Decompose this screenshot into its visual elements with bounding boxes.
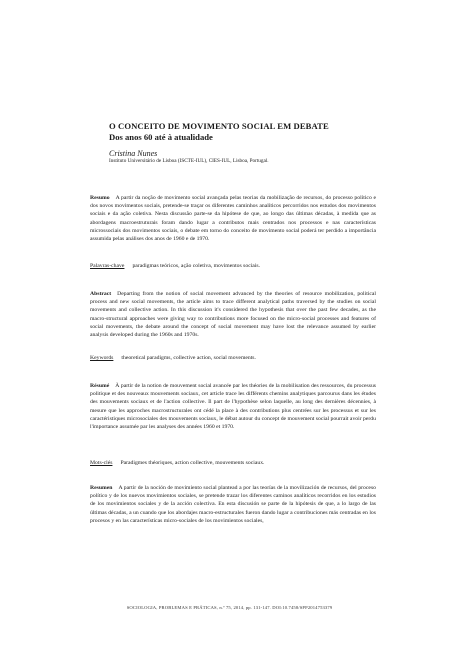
resume-label: Résumé [90,383,110,389]
palavras-chave-text: paradigmas teóricos, ação coletiva, movimentos sociais. [132,263,261,269]
article-subtitle: Dos anos 60 até à atualidade [109,131,213,142]
resumo-section [90,194,376,243]
mots-cles-line [90,459,376,467]
title-block [109,121,409,142]
mots-cles-text: Paradigmes théoriques, action collective, mouvements sociaux. [120,460,265,466]
page-footer: SOCIOLOGIA, PROBLEMAS E PRÁTICAS, n.º 75, 2014, pp. 131-147. DOI:10.7458/SPP2014753379 [126,605,333,610]
resumen-text: A partir de la noción de movimiento social plantead a por las teorías de la movilización de recursos, del proceso político y de los nuevos movimientos sociales, se pretende trazar los diferentes caminos analíticos recorridos en los estudios de los movimientos sociales y de la acción colectiva. En esta discusión se parte de la hipótesis de que, a lo largo de las últimas décadas, a un cuando que los abordajes macro-estructurales fueron dando lugar a contribuciones más centradas en los procesos y en las características micro-sociales de los movimientos sociales, [90,485,376,524]
author-name: Cristina Nunes [109,149,158,158]
resume-text: À partir de la notion de mouvement social avancée par les théories de la mobilisation des ressources, du processus politique et des nouveaux mouvements sociaux, cet article trace les différents chemins analytiques parcourus dans les études des mouvements sociaux et de l'action collective. Il part de l'hypothèse selon laquelle, au long des dernières décennies, à mesure que les approches macrostructurales ont cédé la place à des contributions plus centrées sur les processus et sur les caractéristiques microsociales des mouvements sociaux, le débat autour du concept de mouvement social pourrait avoir perdu l'importance assumée par les analyses des années 1960 et 1970. [90,383,376,431]
author-affiliation: Instituto Universitário de Lisboa (ISCTE-IUL), CIES-IUL, Lisboa, Portugal. [109,158,269,164]
resumen-label: Resumen [90,485,113,491]
palavras-chave-line [90,262,376,270]
article-title: O CONCEITO DE MOVIMENTO SOCIAL EM DEBATE [109,121,329,131]
resume-section [90,382,376,431]
mots-cles-label: Mots-clés [90,460,113,466]
abstract-text: Departing from the notion of social movement advanced by the theories of resource mobilization, political process and new social movements, the article aims to trace different analytical paths traversed by the studies on social movements and collective action. In this discussion it's considered the hypothesis that over the past few decades, as the macro-structural approaches were giving way to contributions more focused on the micro-social processes and features of social movements, the debate around the concept of social movement may have lost the relevance assumed by earlier analysis developed during the 1960s and 1970s. [90,291,376,339]
keywords-line [90,354,376,362]
resumo-label: Resumo [90,195,110,201]
keywords-text: theoretical paradigms, collective action, social movements. [121,355,256,361]
palavras-chave-label: Palavras-chave [90,263,125,269]
resumen-section [90,484,376,525]
keywords-label: Keywords [90,355,114,361]
abstract-label: Abstract [90,291,112,297]
resumo-text: A partir da noção de movimento social avançada pelas teorias da mobilização de recursos, do processo político e dos novos movimentos sociais, pretende-se traçar os diferentes caminhos analíticos percorridos nos estudos dos movimentos sociais e da ação coletiva. Nesta discussão parte-se da hipótese de que, ao longo das últimas décadas, à medida que as abordagens macroestruturais foram dando lugar a contributos mais centrados nos processos e nas características microssociais dos movimentos sociais, o debate em torno do conceito de movimento social poderá ter perdido a importância assumida pelas análises dos anos de 1960 e de 1970. [90,195,376,243]
abstract-section [90,290,376,339]
